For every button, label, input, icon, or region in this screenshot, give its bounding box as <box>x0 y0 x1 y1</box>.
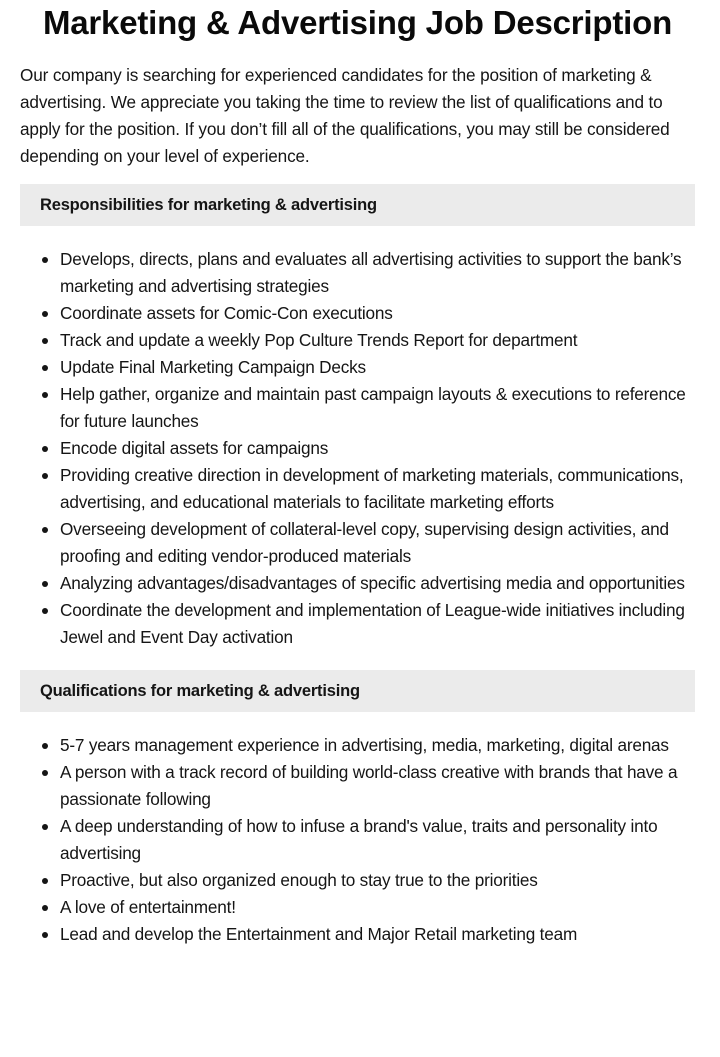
page-title: Marketing & Advertising Job Description <box>42 4 673 41</box>
list-item-text: Update Final Marketing Campaign Decks <box>60 357 366 377</box>
list-item-text: A love of entertainment! <box>60 897 236 917</box>
list-item-text: Coordinate the development and implementation of League-wide initiatives including Jewel and Event Day activation <box>60 600 685 647</box>
qualifications-list <box>20 732 695 948</box>
list-item-text: Develops, directs, plans and evaluates all advertising activities to support the bank’s marketing and advertising strategies <box>60 249 682 296</box>
list-item <box>20 732 695 759</box>
bullet-icon <box>42 311 48 317</box>
responsibilities-list <box>20 246 695 651</box>
bullet-icon <box>42 878 48 884</box>
list-item-text: Track and update a weekly Pop Culture Trends Report for department <box>60 330 578 350</box>
bullet-icon <box>42 824 48 830</box>
list-item-text: Providing creative direction in development of marketing materials, communications, advertising, and educational materials to facilitate marketing efforts <box>60 465 684 512</box>
list-item-text: Overseeing development of collateral-level copy, supervising design activities, and proofing and editing vendor-produced materials <box>60 519 669 566</box>
bullet-icon <box>42 473 48 479</box>
bullet-icon <box>42 338 48 344</box>
bullet-icon <box>42 446 48 452</box>
list-item <box>20 354 695 381</box>
list-item-text: A person with a track record of building world-class creative with brands that have a passionate following <box>60 762 678 809</box>
bullet-icon <box>42 527 48 533</box>
list-item <box>20 381 695 435</box>
intro-paragraph: Our company is searching for experienced candidates for the position of marketing & advertising. We appreciate you taking the time to review the list of qualifications and to apply for the position. If you don’t fill all of the qualifications, you may still be considered depending on your level of experience. <box>20 65 670 166</box>
list-item-text: Coordinate assets for Comic-Con executions <box>60 303 393 323</box>
list-item <box>20 921 695 948</box>
list-item <box>20 867 695 894</box>
list-item-text: Help gather, organize and maintain past campaign layouts & executions to reference for future launches <box>60 384 686 431</box>
responsibilities-heading: Responsibilities for marketing & advertising <box>20 184 695 226</box>
list-item <box>20 246 695 300</box>
list-item-text: Lead and develop the Entertainment and Major Retail marketing team <box>60 924 578 944</box>
bullet-icon <box>42 905 48 911</box>
list-item <box>20 597 695 651</box>
list-item <box>20 435 695 462</box>
list-item <box>20 462 695 516</box>
bullet-icon <box>42 932 48 938</box>
list-item <box>20 894 695 921</box>
list-item <box>20 327 695 354</box>
list-item-text: Proactive, but also organized enough to stay true to the priorities <box>60 870 538 890</box>
list-item <box>20 813 695 867</box>
bullet-icon <box>42 392 48 398</box>
bullet-icon <box>42 770 48 776</box>
list-item <box>20 759 695 813</box>
bullet-icon <box>42 257 48 263</box>
list-item-text: Encode digital assets for campaigns <box>60 438 329 458</box>
bullet-icon <box>42 743 48 749</box>
list-item <box>20 516 695 570</box>
list-item <box>20 570 695 597</box>
list-item-text: A deep understanding of how to infuse a brand's value, traits and personality into advertising <box>60 816 658 863</box>
bullet-icon <box>42 365 48 371</box>
list-item <box>20 300 695 327</box>
bullet-icon <box>42 608 48 614</box>
qualifications-heading: Qualifications for marketing & advertising <box>20 670 695 712</box>
list-item-text: 5-7 years management experience in advertising, media, marketing, digital arenas <box>60 735 669 755</box>
list-item-text: Analyzing advantages/disadvantages of specific advertising media and opportunities <box>60 573 685 593</box>
bullet-icon <box>42 581 48 587</box>
